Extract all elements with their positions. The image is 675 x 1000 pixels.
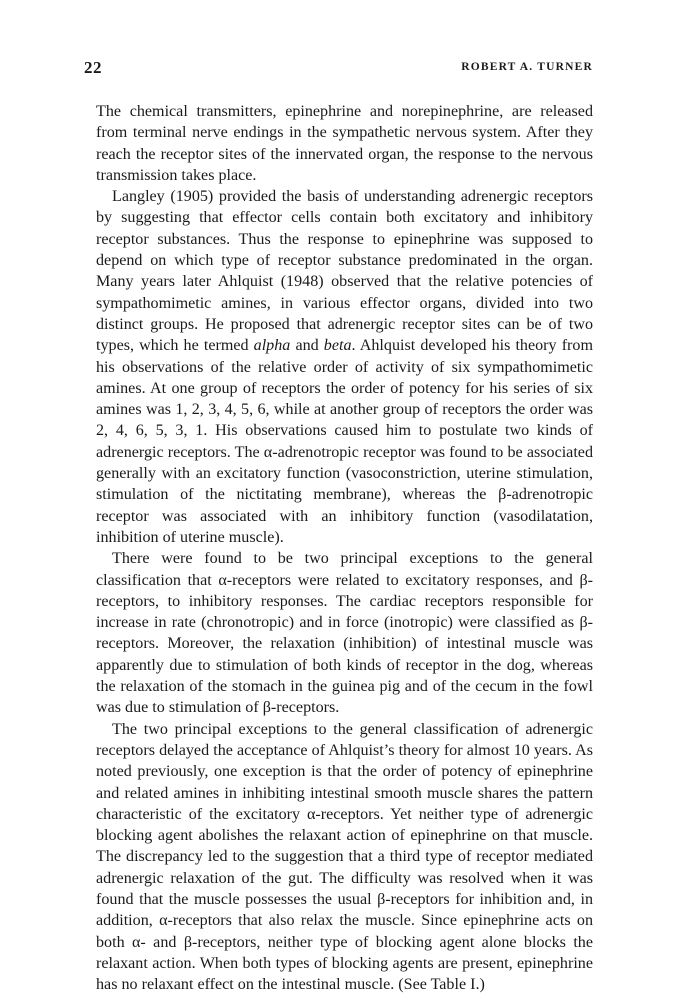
term-beta: beta (323, 337, 352, 355)
paragraph-2-text-b: and (290, 337, 324, 355)
running-head (84, 58, 593, 80)
paragraph-1-text: The chemical transmitters, epinephrine and norepinephrine, are released from terminal nerve endings in the sympathetic nervous system. After they reach the receptor sites of the innervated organ, the response to the nervous transmission takes place. (96, 103, 593, 184)
paragraph-3-text: There were found to be two principal exceptions to the general classification that α-receptors were related to excitatory responses, and β-receptors, to inhibitory responses. The cardiac receptors responsible for increase in rate (chronotropic) and in force (inotropic) were classified as β-receptors. Moreover, the relaxation (inhibition) of intestinal muscle was apparently due to stimulation of both kinds of receptor in the dog, whereas the relaxation of the stomach in the guinea pig and of the cecum in the fowl was due to stimulation of β-receptors. (96, 550, 593, 717)
running-head-author: ROBERT A. TURNER (461, 61, 593, 73)
paragraph-2-text-a: Langley (1905) provided the basis of understanding adrenergic receptors by suggesting that effector cells contain both excitatory and inhibitory receptor substances. Thus the response to epinephrine was supposed to depend on which type of receptor substance predominated in the organ. Many years later Ahlquist (1948) observed that the relative potencies of sympathomimetic amines, in various effector organs, divided into two distinct groups. He proposed that adrenergic receptor sites can be of two types, which he termed (96, 188, 593, 355)
page-number: 22 (84, 58, 102, 77)
term-alpha: alpha (253, 337, 291, 355)
paragraph-4-text: The two principal exceptions to the general classification of adrenergic receptors delayed the acceptance of Ahlquist’s theory for almost 10 years. As noted previously, one exception is that the order of potency of epinephrine and related amines in inhibiting intestinal smooth muscle shares the pattern characteristic of the excitatory α-receptors. Yet neither type of adrenergic blocking agent abolishes the relaxant action of epinephrine on that muscle. The discrepancy led to the suggestion that a third type of receptor mediated adrenergic relaxation of the gut. The difficulty was resolved when it was found that the muscle possesses the usual β-receptors for inhibition and, in addition, α-receptors that also relax the muscle. Since epinephrine acts on both α- and β-receptors, neither type of blocking agent alone blocks the relaxant action. When both types of blocking agents are present, epinephrine has no relaxant effect on the intestinal muscle. (See Table I.) (96, 720, 593, 994)
paragraph-2 (96, 186, 593, 548)
paragraph-1 (96, 101, 593, 186)
paragraph-2-text-c: . Ahlquist developed his theory from his observations of the relative order of activity of six sympathomimetic amines. At one group of receptors the order of potency for his series of six amines was 1, 2, 3, 4, 5, 6, while at another group of receptors the order was 2, 4, 6, 5, 3, 1. His observations caused him to postulate two kinds of adrenergic receptors. The α-adrenotropic receptor was found to be associated generally with an excitatory function (vasoconstriction, uterine stimulation, stimulation of the nictitating membrane), whereas the β-adrenotropic receptor was associated with an inhibitory function (vasodilatation, inhibition of uterine muscle). (96, 337, 593, 546)
paragraph-3 (96, 548, 593, 718)
paragraph-4 (96, 719, 593, 996)
body-text (96, 101, 593, 995)
